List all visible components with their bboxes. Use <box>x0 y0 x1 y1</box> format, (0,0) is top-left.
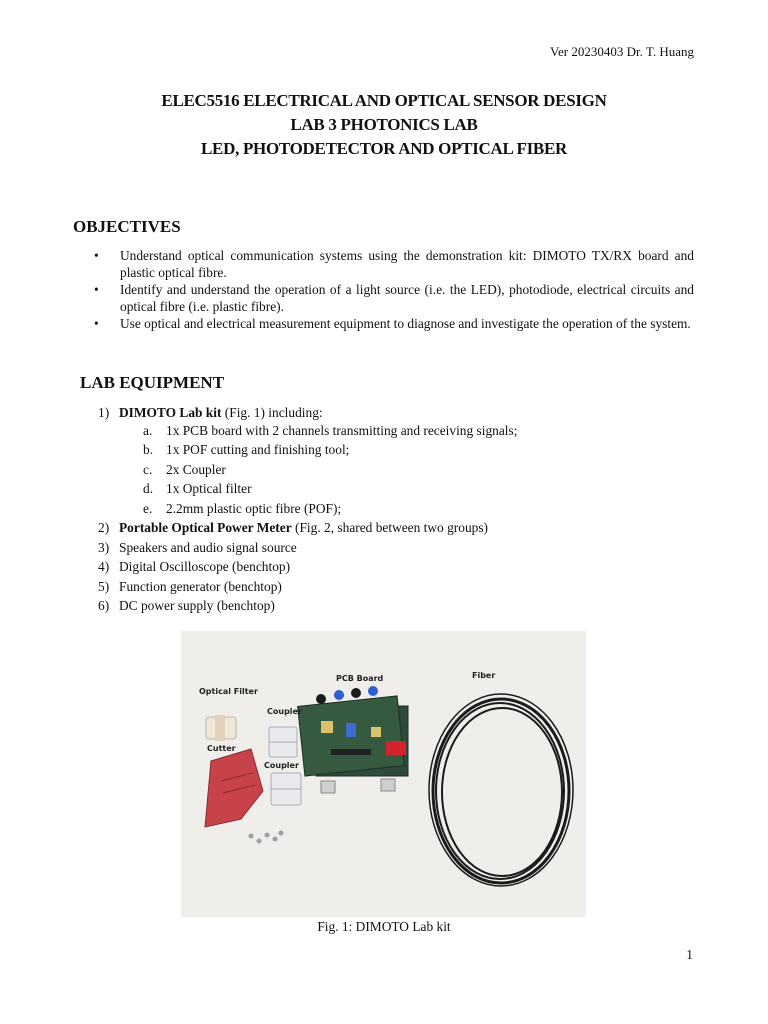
objective-item: • Use optical and electrical measurement equipment to diagnose and investigate the operation of the system. <box>94 315 694 332</box>
kit-item-text: 2x Coupler <box>166 461 226 477</box>
kit-item-text: 1x PCB board with 2 channels transmitting and receiving signals; <box>166 422 518 438</box>
item-text: (Fig. 1) including: <box>221 405 323 420</box>
kit-item <box>119 499 698 519</box>
label-optical-filter: Optical Filter <box>199 687 258 696</box>
objective-item: • Identify and understand the operation of a light source (i.e. the LED), photodiode, electrical circuits and optical fibre (i.e. plastic fibre). <box>94 281 694 315</box>
equipment-item <box>98 577 698 597</box>
objective-item: • Understand optical communication systems using the demonstration kit: DIMOTO TX/RX board and plastic optical fibre. <box>94 247 694 281</box>
label-fiber: Fiber <box>472 671 496 680</box>
item-text: Digital Oscilloscope (benchtop) <box>119 559 291 574</box>
kit-item <box>119 421 698 441</box>
label-pcb-board: PCB Board <box>336 674 384 683</box>
equipment-item <box>98 518 698 538</box>
item-number: 2) <box>98 520 110 535</box>
title-line-topic: LED, PHOTODETECTOR AND OPTICAL FIBER <box>201 139 567 158</box>
coupler-bottom <box>271 773 301 805</box>
kit-item <box>119 479 698 499</box>
item-number: 6) <box>98 598 110 613</box>
equipment-item <box>98 538 698 558</box>
document-title <box>0 89 768 161</box>
kit-item-letter: e. <box>143 500 153 516</box>
item-text: Speakers and audio signal source <box>119 539 297 555</box>
kit-item-text: 2.2mm plastic optic fibre (POF); <box>166 500 342 516</box>
lab-kit-photo <box>181 631 586 917</box>
kit-item <box>119 440 698 460</box>
figure-caption: Fig. 1: DIMOTO Lab kit <box>317 919 451 934</box>
objectives-list <box>94 247 694 332</box>
item-number: 3) <box>98 539 110 555</box>
item-text: DC power supply (benchtop) <box>119 598 275 613</box>
coupler-top <box>269 727 297 757</box>
kit-item-letter: b. <box>143 442 154 457</box>
item-text: (Fig. 2, shared between two groups) <box>291 520 489 535</box>
kit-item-letter: a. <box>143 422 153 438</box>
item-text: Function generator (benchtop) <box>119 578 282 594</box>
lab-equipment-heading: LAB EQUIPMENT <box>80 373 225 392</box>
item-number: 4) <box>98 559 110 574</box>
kit-item-text: 1x POF cutting and finishing tool; <box>166 442 350 457</box>
kit-item-text: 1x Optical filter <box>166 481 252 496</box>
page-number: 1 <box>686 947 693 962</box>
item-number: 5) <box>98 578 110 594</box>
lab-kit-illustration <box>181 631 586 917</box>
kit-item-letter: d. <box>143 481 154 496</box>
equipment-item <box>98 403 698 518</box>
equipment-list <box>98 403 698 616</box>
item-number: 1) <box>98 405 110 420</box>
label-coupler-bottom: Coupler <box>264 761 299 770</box>
equipment-item <box>98 596 698 616</box>
item-bold-text: DIMOTO Lab kit <box>119 405 222 420</box>
title-line-lab: LAB 3 PHOTONICS LAB <box>290 115 478 134</box>
kit-item <box>119 460 698 480</box>
equipment-item <box>98 557 698 577</box>
optical-filter <box>206 715 236 741</box>
kit-item-letter: c. <box>143 461 153 477</box>
objectives-heading: OBJECTIVES <box>73 217 181 236</box>
kit-contents-list <box>119 421 698 519</box>
item-bold-text: Portable Optical Power Meter <box>119 520 292 535</box>
label-coupler-top: Coupler <box>267 707 302 716</box>
version-header: Ver 20230403 Dr. T. Huang <box>550 44 694 59</box>
title-line-course: ELEC5516 ELECTRICAL AND OPTICAL SENSOR DESIGN <box>161 91 607 110</box>
label-cutter: Cutter <box>207 744 236 753</box>
